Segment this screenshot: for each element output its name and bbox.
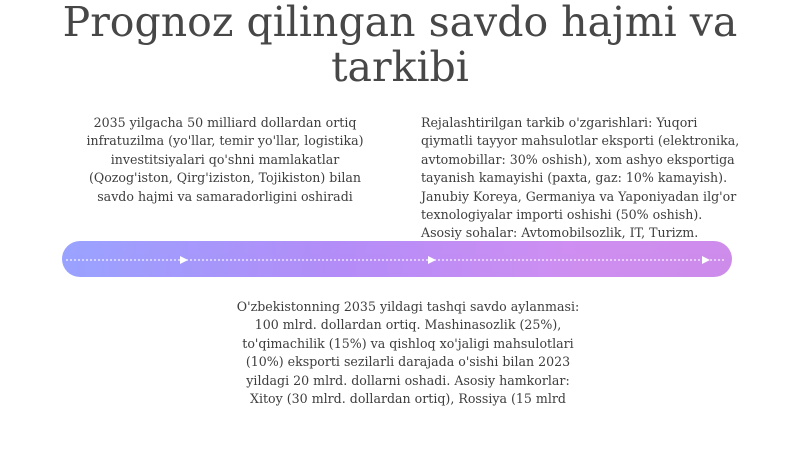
text-block-left: 2035 yilgacha 50 milliard dollardan ortiq infratuzilma (yo'llar, temir yo'llar, logistika) investitsiyalari qo'shni mamlakatlar (Qozog'iston, Qirg'iziston, Tojikiston) bilan savdo hajmi va samaradorligini oshiradi [86,115,364,204]
slide-title: Prognoz qilingan savdo hajmi va tarkibi [62,0,738,91]
timeline-arrow-icon [428,256,436,264]
timeline-arrows [62,241,732,277]
timeline-bar [62,241,732,277]
text-block-right: Rejalashtirilgan tarkib o'zgarishlari: Yuqori qiymatli tayyor mahsulotlar eksporti (elektronika, avtomobillar: 30% oshish), xom ashyo eksportiga tayanish kamayishi (paxta, gaz: 10% kamayish). Janubiy Koreya, Germaniya va Yaponiyadan ilg'or texnologiyalar importi oshishi (50% oshish). Asosiy sohalar: Avtomobilsozlik, IT, Turizm. [421,115,740,241]
timeline-arrow-icon [702,256,710,264]
timeline-arrow-icon [180,256,188,264]
text-block-bottom: O'zbekistonning 2035 yildagi tashqi savdo aylanmasi: 100 mlrd. dollardan ortiq. Mashinasozlik (25%), to'qimachilik (15%) va qishloq xo'jaligi mahsulotlari (10%) eksporti sezilarli darajada o'sishi bilan 2023 yildagi 20 mlrd. dollarni oshadi. Asosiy hamkorlar: Xitoy (30 mlrd. dollardan ortiq), Rossiya (15 mlrd [236,299,580,407]
